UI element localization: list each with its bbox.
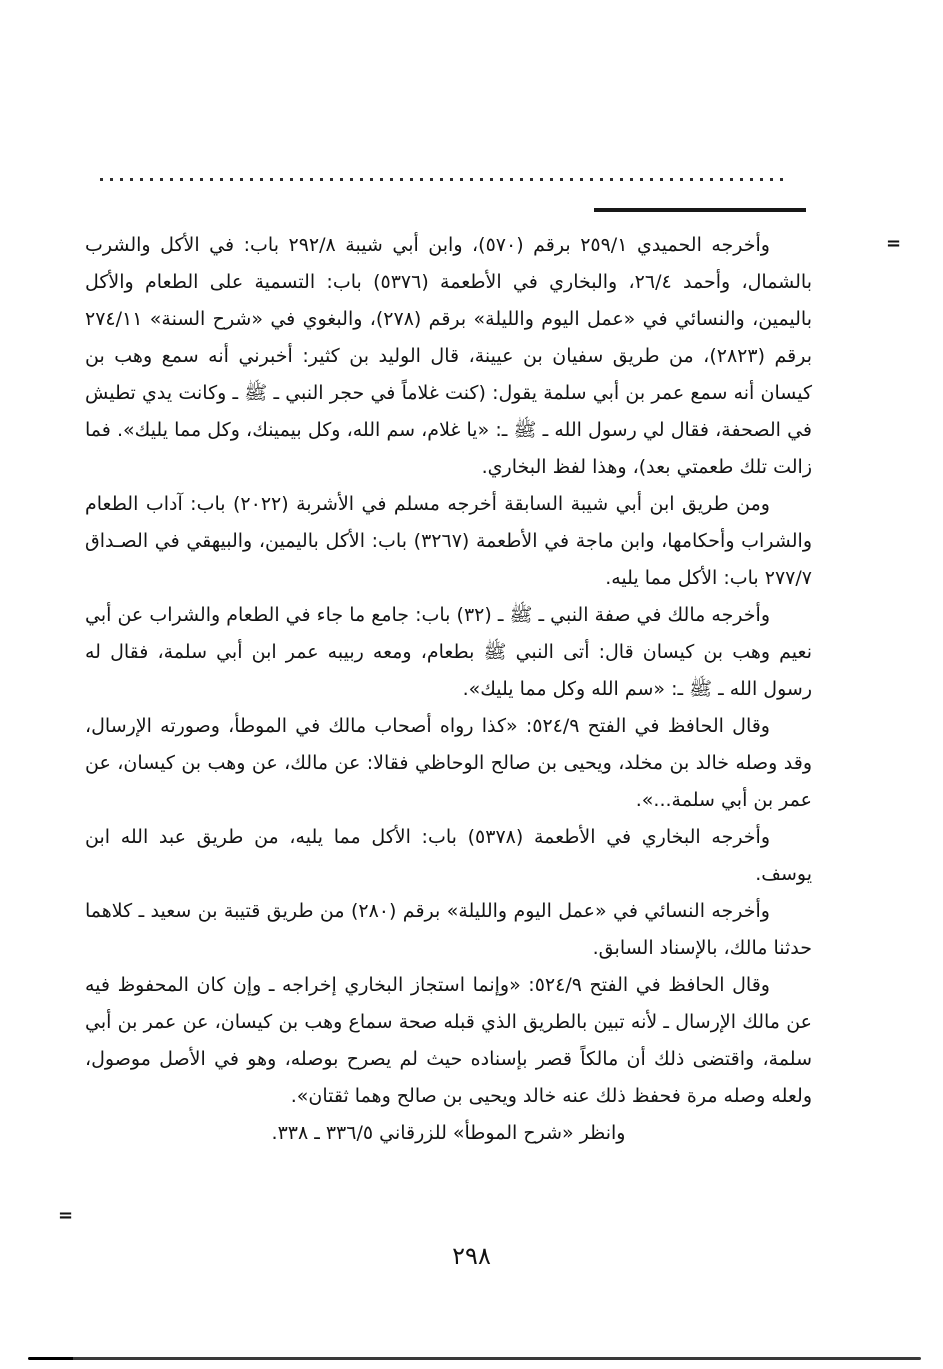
paragraph: وأخرجه النسائي في «عمل اليوم والليلة» برقم (٢٨٠) من طريق قتيبة بن سعيد ـ كلاهما حدثنا مالك، بالإسناد السابق. bbox=[85, 900, 812, 959]
paragraph: وأخرجه البخاري في الأطعمة (٥٣٧٨) باب: الأكل مما يليه، من طريق عبد الله ابن يوسف. bbox=[85, 826, 812, 885]
dotted-separator bbox=[100, 178, 790, 181]
footnote-continuation-mark-bottom: = bbox=[58, 1205, 74, 1226]
footnote-text-block bbox=[85, 227, 812, 1152]
paragraph: ومن طريق ابن أبي شيبة السابقة أخرجه مسلم في الأشربة (٢٠٢٢) باب: آداب الطعام والشراب وأحكامها، وابن ماجة في الأطعمة (٣٢٦٧) باب: الأكل باليمين، والبيهقي في الصـداق ٢٧٧/٧ باب: الأكل مما يليه. bbox=[85, 493, 812, 589]
paragraph: وقال الحافظ في الفتح ٥٢٤/٩: «كذا رواه أصحاب مالك في الموطأ، وصورته الإرسال، وقد وصله خالد بن مخلد، ويحيى بن صالح الوحاظي فقالا: عن مالك، عن وهب بن كيسان، عن عمر بن أبي سلمة...». bbox=[85, 715, 812, 811]
paragraph: وأخرجه مالك في صفة النبي ـ ﷺ ـ (٣٢) باب: جامع ما جاء في الطعام والشراب عن أبي نعيم وهب بن كيسان قال: أتى النبي ﷺ بطعام، ومعه ربيبه عمر ابن أبي سلمة، فقال له رسول الله ـ ﷺ ـ: «سم الله وكل مما يليك». bbox=[85, 604, 812, 700]
reference-note: وانظر «شرح الموطأ» للزرقاني ٣٣٦/٥ ـ ٣٣٨. bbox=[271, 1122, 626, 1144]
footnote-separator-rule bbox=[594, 208, 806, 212]
page-number: ٢٩٨ bbox=[452, 1242, 491, 1270]
scan-artifact bbox=[28, 1357, 921, 1360]
footnote-continuation-mark-top: = bbox=[886, 233, 902, 254]
paragraph: وقال الحافظ في الفتح ٥٢٤/٩: «وإنما استجاز البخاري إخراجه ـ وإن كان المحفوظ فيه عن مالك الإرسال ـ لأنه تبين بالطريق الذي قبله صحة سماع وهب بن كيسان، عن عمر بن أبي سلمة، واقتضى ذلك أن مالكاً قصر بإسناده حيث لم يصرح بوصله، وهو في الأصل موصول، ولعله وصله مرة فحفظ ذلك عنه خالد ويحيى بن صالح وهما ثقتان». bbox=[85, 974, 812, 1107]
paragraph: وأخرجه الحميدي ٢٥٩/١ برقم (٥٧٠)، وابن أبي شيبة ٢٩٢/٨ باب: في الأكل والشرب بالشمال، وأحمد ٢٦/٤، والبخاري في الأطعمة (٥٣٧٦) باب: التسمية على الطعام والأكل باليمين، والنسائي في «عمل اليوم والليلة» برقم (٢٧٨)، والبغوي في «شرح السنة» ٢٧٤/١١ برقم (٢٨٢٣)، من طريق سفيان بن عيينة، قال الوليد بن كثير: أخبرني أنه سمع وهب بن كيسان أنه سمع عمر بن أبي سلمة يقول: (كنت غلاماً في حجر النبي ـ ﷺ ـ وكانت يدي تطيش في الصحفة، فقال لي رسول الله ـ ﷺ ـ: «يا غلام، سم الله، وكل بيمينك، وكل مما يليك». فما زالت تلك طعمتي بعد)، وهذا لفظ البخاري. bbox=[85, 234, 812, 478]
